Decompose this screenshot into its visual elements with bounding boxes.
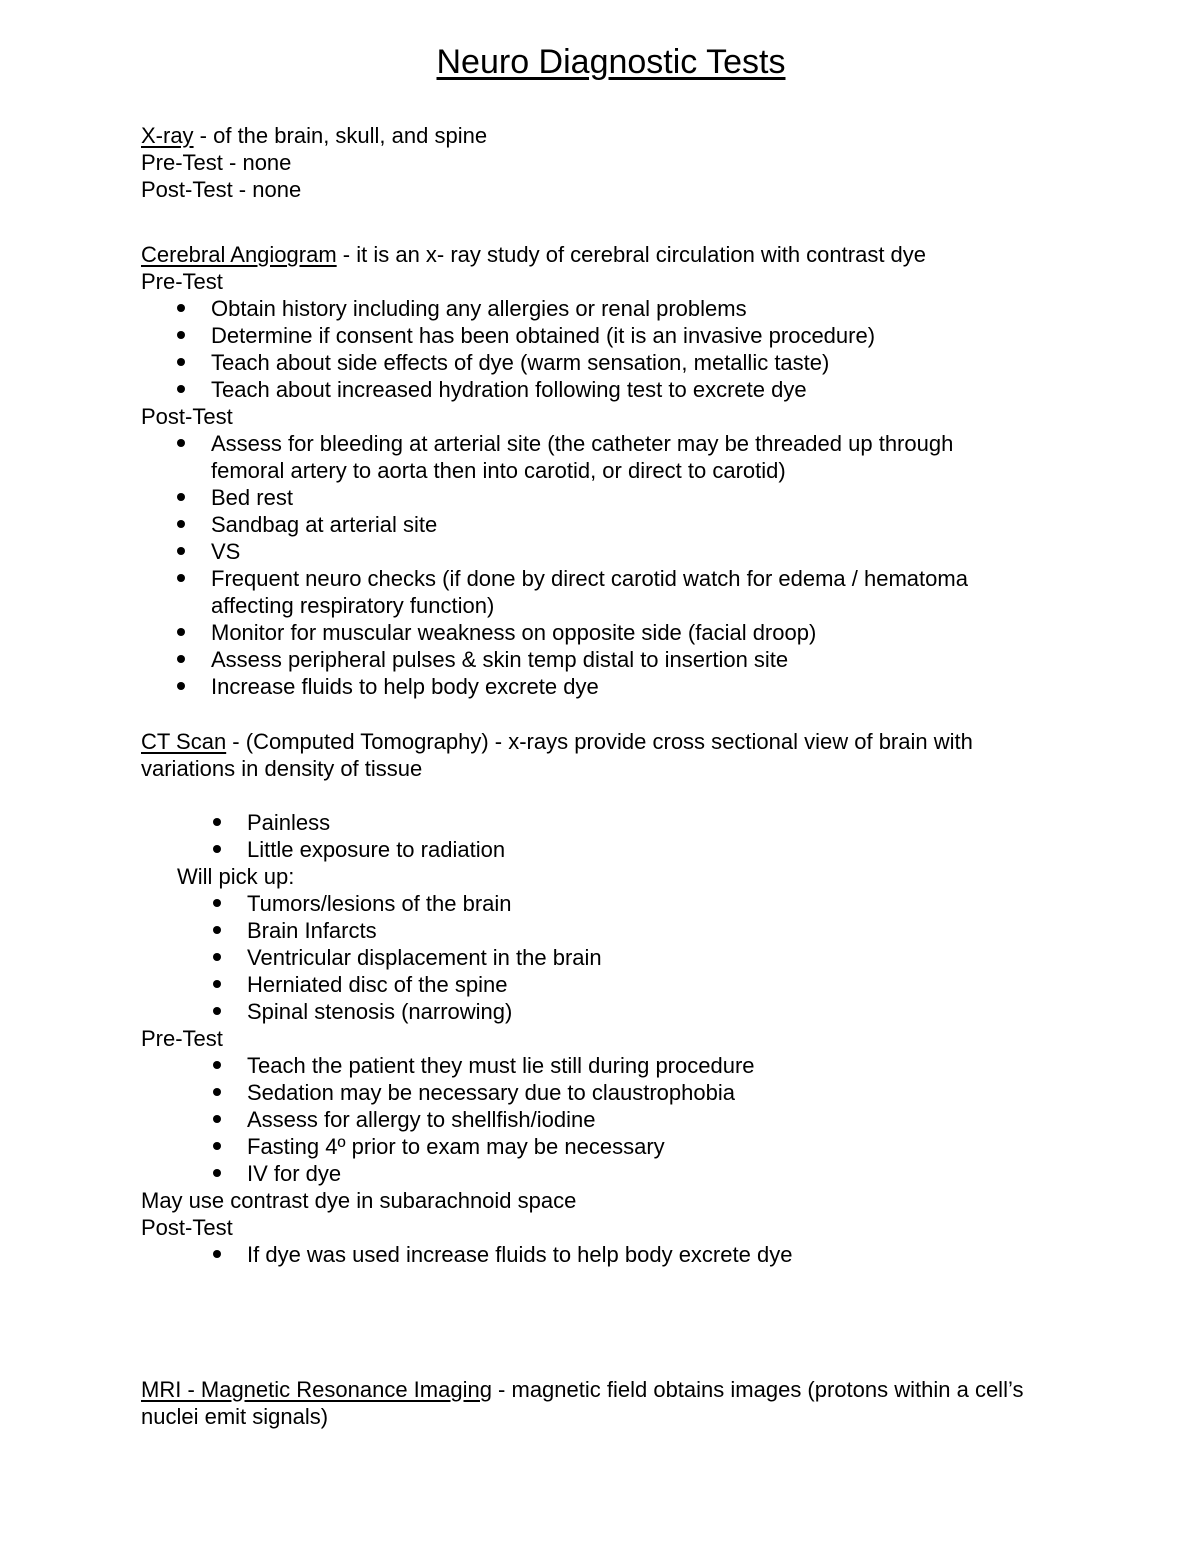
list-item: Teach about increased hydration following test to excrete dye	[141, 376, 1081, 403]
list-item: Assess for allergy to shellfish/iodine	[141, 1106, 1081, 1133]
section-ct-scan	[141, 728, 1081, 1268]
bullet-icon	[177, 547, 185, 555]
ct-features-list	[141, 809, 1081, 863]
bullet-icon	[177, 385, 185, 393]
bullet-icon	[213, 926, 221, 934]
list-item: Tumors/lesions of the brain	[141, 890, 1081, 917]
mri-heading: MRI - Magnetic Resonance Imaging	[141, 1377, 492, 1402]
list-item: Increase fluids to help body excrete dye	[141, 673, 981, 700]
bullet-icon	[177, 682, 185, 690]
ct-heading-line	[141, 728, 1061, 782]
list-item: Bed rest	[141, 484, 981, 511]
list-item: Frequent neuro checks (if done by direct carotid watch for edema / hematoma affecting respiratory function)	[141, 565, 981, 619]
list-item: Ventricular displacement in the brain	[141, 944, 1081, 971]
bullet-icon	[213, 1007, 221, 1015]
ct-heading: CT Scan	[141, 729, 227, 754]
list-item: Teach the patient they must lie still during procedure	[141, 1052, 1081, 1079]
bullet-icon	[213, 1250, 221, 1258]
bullet-icon	[213, 1061, 221, 1069]
angiogram-heading-line	[141, 241, 1081, 268]
ct-pickup-label: Will pick up:	[177, 864, 295, 889]
bullet-icon	[177, 358, 185, 366]
bullet-icon	[213, 1142, 221, 1150]
ct-posttest-list	[141, 1241, 1081, 1268]
list-item: Herniated disc of the spine	[141, 971, 1081, 998]
bullet-icon	[177, 493, 185, 501]
angiogram-desc: - it is an x- ray study of cerebral circulation with contrast dye	[336, 242, 927, 267]
xray-heading: X-ray	[141, 123, 194, 148]
list-item: IV for dye	[141, 1160, 1081, 1187]
document-page	[141, 40, 1081, 1430]
ct-desc: - (Computed Tomography) - x-rays provide cross sectional view of brain with variations in density of tissue	[141, 729, 973, 781]
list-item: Fasting 4º prior to exam may be necessary	[141, 1133, 1081, 1160]
ct-pickup-list	[141, 890, 1081, 1025]
xray-heading-line	[141, 122, 1081, 149]
list-item: Obtain history including any allergies or renal problems	[141, 295, 1081, 322]
angiogram-posttest-list	[141, 430, 981, 700]
ct-pretest-label: Pre-Test	[141, 1026, 223, 1051]
xray-desc: - of the brain, skull, and spine	[193, 123, 488, 148]
list-item: Spinal stenosis (narrowing)	[141, 998, 1081, 1025]
xray-posttest: Post-Test - none	[141, 177, 302, 202]
bullet-icon	[177, 331, 185, 339]
list-item: Teach about side effects of dye (warm sensation, metallic taste)	[141, 349, 1081, 376]
bullet-icon	[213, 899, 221, 907]
section-angiogram	[141, 241, 1081, 700]
bullet-icon	[177, 628, 185, 636]
angiogram-pretest-list	[141, 295, 1081, 403]
bullet-icon	[213, 980, 221, 988]
list-item: Sandbag at arterial site	[141, 511, 981, 538]
section-xray	[141, 122, 1081, 203]
bullet-icon	[177, 304, 185, 312]
bullet-icon	[213, 1169, 221, 1177]
bullet-icon	[213, 818, 221, 826]
list-item: Little exposure to radiation	[141, 836, 1081, 863]
bullet-icon	[213, 953, 221, 961]
bullet-icon	[213, 845, 221, 853]
xray-pretest: Pre-Test - none	[141, 150, 292, 175]
bullet-icon	[177, 520, 185, 528]
section-mri	[141, 1376, 1081, 1430]
list-item: Painless	[141, 809, 1081, 836]
list-item: VS	[141, 538, 981, 565]
bullet-icon	[213, 1088, 221, 1096]
list-item: Brain Infarcts	[141, 917, 1081, 944]
document-title: Neuro Diagnostic Tests	[436, 43, 786, 81]
ct-contrast-note: May use contrast dye in subarachnoid space	[141, 1188, 577, 1213]
list-item: Assess for bleeding at arterial site (the catheter may be threaded up through femoral artery to aorta then into carotid, or direct to carotid)	[141, 430, 981, 484]
bullet-icon	[213, 1115, 221, 1123]
bullet-icon	[177, 439, 185, 447]
list-item: Monitor for muscular weakness on opposite side (facial droop)	[141, 619, 981, 646]
mri-heading-line	[141, 1376, 1041, 1430]
angiogram-pretest-label: Pre-Test	[141, 269, 223, 294]
ct-pretest-list	[141, 1052, 1081, 1187]
bullet-icon	[177, 655, 185, 663]
mri-desc: - magnetic field obtains images (protons within a cell’s nuclei emit signals)	[141, 1377, 1024, 1429]
list-item: Assess peripheral pulses & skin temp distal to insertion site	[141, 646, 981, 673]
list-item: Determine if consent has been obtained (it is an invasive procedure)	[141, 322, 1081, 349]
angiogram-posttest-label: Post-Test	[141, 404, 233, 429]
list-item: If dye was used increase fluids to help body excrete dye	[141, 1241, 1081, 1268]
bullet-icon	[177, 574, 185, 582]
angiogram-heading: Cerebral Angiogram	[141, 242, 337, 267]
ct-posttest-label: Post-Test	[141, 1215, 233, 1240]
list-item: Sedation may be necessary due to claustrophobia	[141, 1079, 1081, 1106]
